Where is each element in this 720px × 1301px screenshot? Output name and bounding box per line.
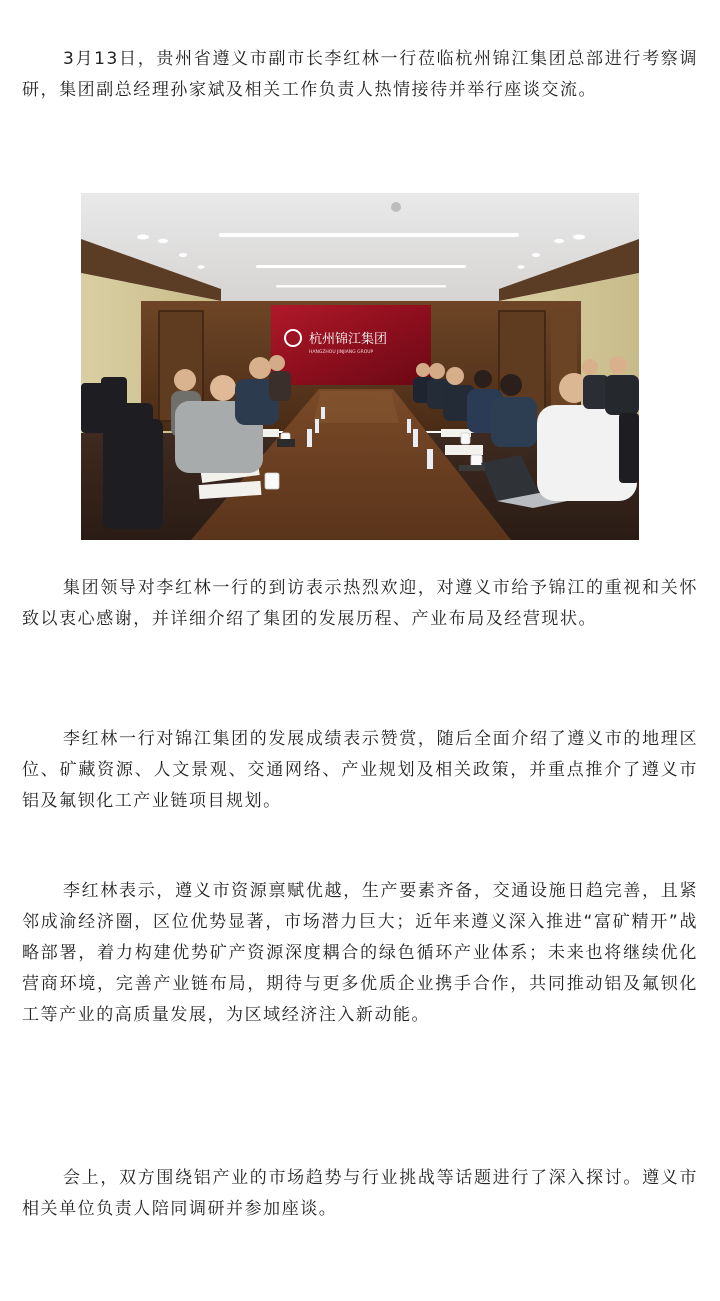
paragraph-statement: 李红林表示，遵义市资源禀赋优越，生产要素齐备，交通设施日趋完善，且紧邻成渝经济圈，区位优势显著，市场潜力巨大；近年来遵义深入推进“富矿精开”战略部署，着力构建优势矿产资源深度耦合的绿色循环产业体系；未来也将继续优化营商环境，完善产业链布局，期待与更多优质企业携手合作，共同推动铝及氟钡化工等产业的高质量发展，为区域经济注入新动能。 xyxy=(22,881,698,1025)
paragraph-discussion: 会上，双方围绕铝产业的市场趋势与行业挑战等话题进行了深入探讨。遵义市相关单位负责人陪同调研并参加座谈。 xyxy=(22,1168,698,1219)
paragraph-introduction-zunyi: 李红林一行对锦江集团的发展成绩表示赞赏，随后全面介绍了遵义市的地理区位、矿藏资源、人文景观、交通网络、产业规划及相关政策，并重点推介了遵义市铝及氟钡化工产业链项目规划。 xyxy=(22,729,698,811)
screen-logo-en: HANGZHOU JINJIANG GROUP xyxy=(309,350,374,355)
meeting-photo xyxy=(81,193,639,540)
paragraph-welcome: 集团领导对李红林一行的到访表示热烈欢迎，对遵义市给予锦江的重视和关怀致以衷心感谢，并详细介绍了集团的发展历程、产业布局及经营现状。 xyxy=(22,578,698,629)
screen-logo-cn: 杭州锦江集团 xyxy=(309,332,388,347)
paragraph-intro: 3月13日，贵州省遵义市副市长李红林一行莅临杭州锦江集团总部进行考察调研，集团副总经理孙家斌及相关工作负责人热情接待并举行座谈交流。 xyxy=(22,49,698,100)
